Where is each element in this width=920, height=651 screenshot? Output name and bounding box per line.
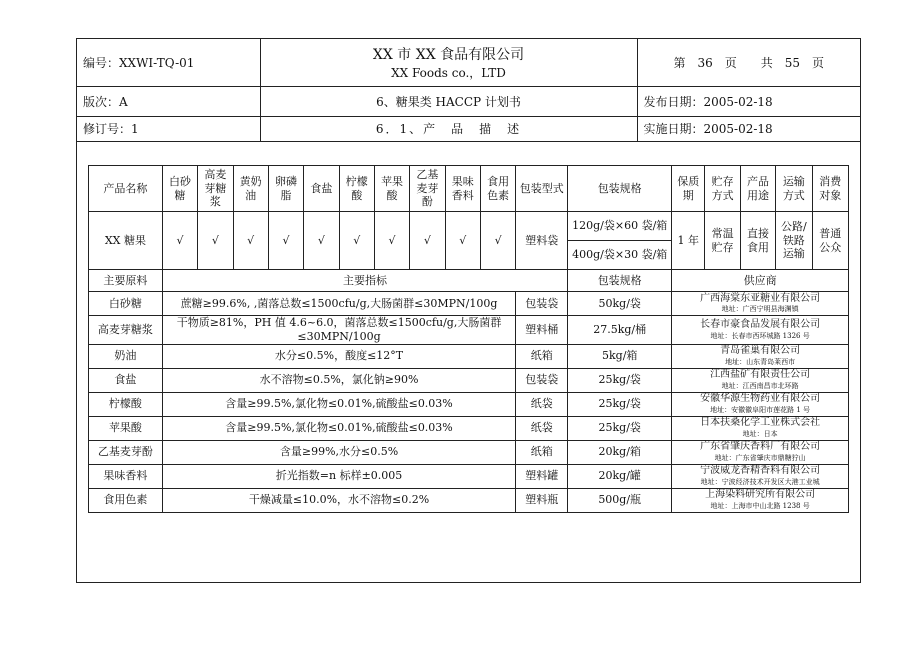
supplier-cell	[672, 368, 849, 392]
supplier-address: 地址：江西南昌市北环路	[721, 381, 799, 390]
supplier-address: 地址：上海市中山北路 1238 号	[710, 501, 810, 510]
material-pack-type: 纸袋	[516, 416, 568, 440]
header-cell: 高麦芽糖浆	[198, 166, 233, 212]
material-pack-spec: 20kg/箱	[568, 440, 672, 464]
material-name: 苹果酸	[89, 416, 163, 440]
ingredient-check: √	[268, 212, 303, 270]
material-pack-type: 包装袋	[516, 292, 568, 316]
material-indicator: 含量≥99.5%,氯化物≤0.01%,硫酸盐≤0.03%	[162, 392, 515, 416]
shelf-life: 1 年	[672, 212, 705, 270]
supplier-cell	[672, 316, 849, 345]
ingredient-check: √	[304, 212, 339, 270]
product-usage: 直接食用	[740, 212, 775, 270]
table-row	[89, 392, 849, 416]
supplier-address: 地址：广西宁明县海渊镇	[721, 305, 799, 314]
package-type: 塑料袋	[516, 212, 568, 270]
material-indicator: 水不溶物≤0.5%，氯化钠≥90%	[162, 368, 515, 392]
release-date: 发布日期：2005-02-18	[637, 86, 860, 116]
material-pack-spec: 500g/瓶	[568, 488, 672, 512]
header-cell: 黄奶油	[233, 166, 268, 212]
material-name: 果味香料	[89, 464, 163, 488]
ingredient-check: √	[445, 212, 480, 270]
page-info: 第 36 页 共 55 页	[637, 39, 860, 86]
table-row	[89, 292, 849, 316]
header-cell: 产品名称	[89, 166, 163, 212]
header-cell: 食用色素	[480, 166, 515, 212]
supplier-name: 上海染料研究所有限公司	[705, 489, 816, 501]
material-pack-spec: 25kg/袋	[568, 416, 672, 440]
product-row	[89, 212, 849, 241]
material-name: 奶油	[89, 344, 163, 368]
material-pack-spec: 25kg/袋	[568, 392, 672, 416]
header-cell: 包装型式	[516, 166, 568, 212]
material-indicator: 含量≥99.5%,氯化物≤0.01%,硫酸盐≤0.03%	[162, 416, 515, 440]
materials-header-row	[89, 270, 849, 292]
transport-method: 公路/铁路运输	[776, 212, 812, 270]
supplier-name: 长春市豪食品发展有限公司	[700, 319, 821, 331]
header-cell: 卵磷脂	[268, 166, 303, 212]
supplier-cell	[672, 488, 849, 512]
material-pack-type: 纸箱	[516, 440, 568, 464]
version: 版次：A	[77, 86, 260, 116]
company-name-en: XX Foods co.，LTD	[391, 65, 506, 80]
consumer-target: 普通公众	[812, 212, 849, 270]
header-cell: 贮存方式	[705, 166, 740, 212]
supplier-address: 地址：安徽徽阜阳市莲花路 1 号	[710, 405, 811, 414]
supplier-address: 地址：宁波经济技术开发区大港工业城	[700, 477, 820, 486]
material-name: 白砂糖	[89, 292, 163, 316]
header-cell: 食盐	[304, 166, 339, 212]
material-pack-spec: 25kg/袋	[568, 368, 672, 392]
product-name: XX 糖果	[89, 212, 163, 270]
header-cell: 主要原料	[89, 270, 163, 292]
supplier-name: 青岛雀巢有限公司	[720, 345, 801, 357]
table-header-row	[89, 166, 849, 212]
material-indicator: 干燥减量≤10.0%，水不溶物≤0.2%	[162, 488, 515, 512]
supplier-cell	[672, 464, 849, 488]
supplier-name: 江西盐矿有限责任公司	[710, 369, 811, 381]
material-pack-spec: 50kg/袋	[568, 292, 672, 316]
material-name: 食盐	[89, 368, 163, 392]
header-cell: 包装规格	[568, 166, 672, 212]
header-cell: 运输方式	[776, 166, 812, 212]
ingredient-check: √	[198, 212, 233, 270]
storage-method: 常温贮存	[705, 212, 740, 270]
table-row	[89, 416, 849, 440]
supplier-address: 地址：山东青岛莱西市	[725, 357, 796, 366]
material-pack-spec: 20kg/罐	[568, 464, 672, 488]
material-name: 柠檬酸	[89, 392, 163, 416]
supplier-address: 地址：长春市西环城路 1326 号	[710, 331, 810, 340]
header-cell: 柠檬酸	[339, 166, 374, 212]
header-cell: 主要指标	[162, 270, 567, 292]
header-cell: 包装规格	[568, 270, 672, 292]
document-header	[77, 39, 860, 142]
supplier-name: 安徽华源生物药业有限公司	[700, 393, 821, 405]
header-cell: 供应商	[672, 270, 849, 292]
table-row	[89, 316, 849, 345]
table-row	[89, 344, 849, 368]
table-row	[89, 464, 849, 488]
supplier-cell	[672, 344, 849, 368]
material-pack-type: 塑料瓶	[516, 488, 568, 512]
revision: 修订号：1	[77, 116, 260, 141]
material-pack-type: 塑料桶	[516, 316, 568, 345]
table-row	[89, 488, 849, 512]
company-name-cn: XX 市 XX 食品有限公司	[372, 46, 525, 63]
ingredient-check: √	[410, 212, 445, 270]
header-cell: 果味香料	[445, 166, 480, 212]
supplier-cell	[672, 392, 849, 416]
supplier-name: 广东省肇庆香料厂有限公司	[700, 441, 821, 453]
ingredient-check: √	[339, 212, 374, 270]
ingredient-check: √	[233, 212, 268, 270]
material-indicator: 水分≤0.5%，酸度≤12°T	[162, 344, 515, 368]
header-cell: 白砂糖	[162, 166, 197, 212]
material-indicator: 蔗糖≥99.6%, ,菌落总数≤1500cfu/g,大肠菌群≤30MPN/100g	[162, 292, 515, 316]
header-cell: 产品用途	[740, 166, 775, 212]
effective-date: 实施日期：2005-02-18	[637, 116, 860, 141]
header-cell: 乙基麦芽酚	[410, 166, 445, 212]
ingredient-check: √	[374, 212, 409, 270]
header-cell: 保质期	[672, 166, 705, 212]
document-page	[76, 38, 861, 583]
material-pack-spec: 5kg/箱	[568, 344, 672, 368]
product-description-table	[88, 165, 849, 513]
material-pack-type: 塑料罐	[516, 464, 568, 488]
material-pack-type: 纸箱	[516, 344, 568, 368]
doc-number: 编号：XXWI-TQ-01	[77, 39, 260, 86]
header-cell: 消费对象	[812, 166, 849, 212]
material-indicator: 干物质≥81%，PH 值 4.6~6.0，菌落总数≤1500cfu/g,大肠菌群≤30MPN/100g	[162, 316, 515, 345]
supplier-cell	[672, 416, 849, 440]
supplier-address: 地址：日本	[742, 429, 778, 438]
supplier-name: 宁波威龙香精香料有限公司	[700, 465, 821, 477]
supplier-cell	[672, 292, 849, 316]
company-name	[260, 39, 637, 86]
material-name: 高麦芽糖浆	[89, 316, 163, 345]
material-name: 食用色素	[89, 488, 163, 512]
supplier-name: 日本扶桑化学工业株式会社	[700, 417, 821, 429]
ingredient-check: √	[480, 212, 515, 270]
plan-title: 6、糖果类 HACCP 计划书	[260, 86, 637, 116]
table-row	[89, 368, 849, 392]
supplier-address: 地址：广东省肇庆市鼎糖狞山	[714, 453, 806, 462]
table-row	[89, 440, 849, 464]
material-pack-type: 包装袋	[516, 368, 568, 392]
material-name: 乙基麦芽酚	[89, 440, 163, 464]
header-cell: 苹果酸	[374, 166, 409, 212]
section-title: 6．1、产 品 描 述	[260, 116, 637, 141]
ingredient-check: √	[162, 212, 197, 270]
material-pack-spec: 27.5kg/桶	[568, 316, 672, 345]
package-spec-1: 120g/袋×60 袋/箱	[568, 212, 672, 241]
material-pack-type: 纸袋	[516, 392, 568, 416]
supplier-cell	[672, 440, 849, 464]
material-indicator: 含量≥99%,水分≤0.5%	[162, 440, 515, 464]
package-spec-2: 400g/袋×30 袋/箱	[568, 241, 672, 270]
material-indicator: 折光指数=n 标样±0.005	[162, 464, 515, 488]
supplier-name: 广西海棠东亚糖业有限公司	[700, 292, 821, 304]
